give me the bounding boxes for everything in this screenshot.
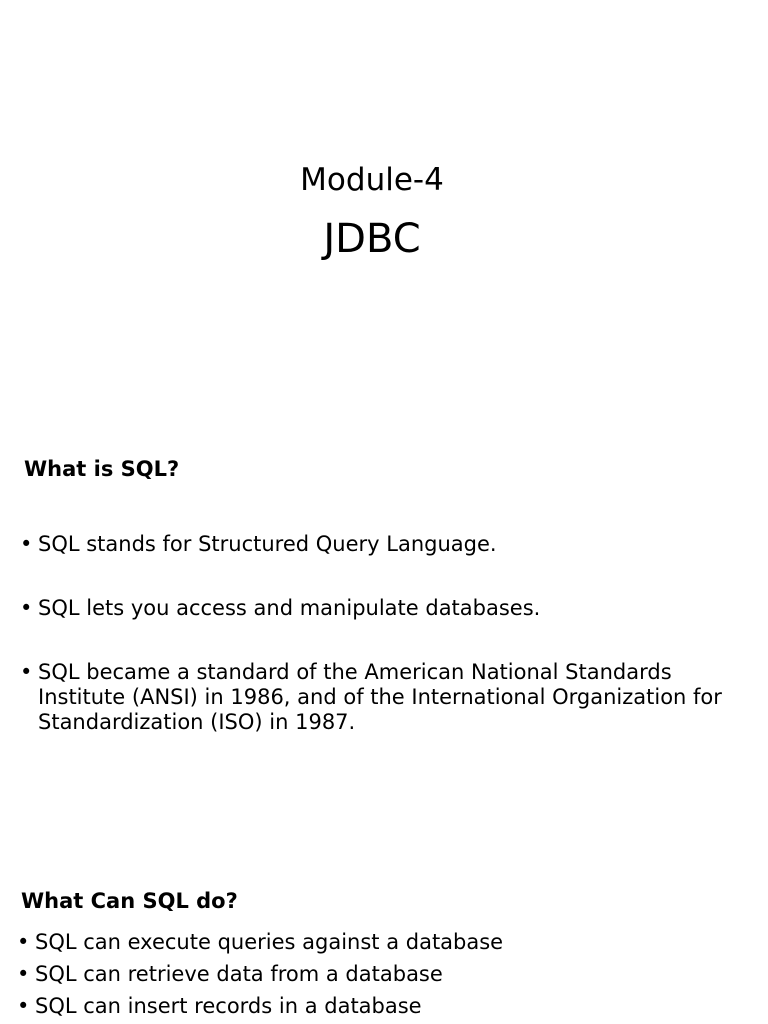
bullet-text: SQL can retrieve data from a database xyxy=(35,962,443,986)
list-item xyxy=(20,532,738,557)
slide-heading: What is SQL? xyxy=(24,457,180,481)
bullet-list xyxy=(20,532,738,774)
list-item xyxy=(20,596,738,621)
list-item xyxy=(20,660,738,735)
bullet-text: SQL can execute queries against a database xyxy=(35,930,504,954)
list-item xyxy=(17,926,735,958)
bullet-text: SQL stands for Structured Query Language. xyxy=(38,532,497,556)
module-label: Module-4 xyxy=(300,162,444,198)
bullet-icon: • xyxy=(17,994,30,1018)
bullet-text: SQL can insert records in a database xyxy=(35,994,422,1018)
bullet-icon: • xyxy=(17,962,30,986)
list-item xyxy=(17,990,735,1022)
bullet-list xyxy=(17,926,735,1022)
bullet-icon: • xyxy=(20,596,33,620)
presentation-title: JDBC xyxy=(323,216,421,262)
bullet-text: SQL lets you access and manipulate databases. xyxy=(38,596,541,620)
bullet-icon: • xyxy=(17,930,30,954)
title-slide xyxy=(0,0,768,420)
bullet-icon: • xyxy=(20,660,33,684)
bullet-icon: • xyxy=(20,532,33,556)
bullet-text: SQL became a standard of the American National Standards Institute (ANSI) in 1986, and of the International Organization for Standardization (ISO) in 1987. xyxy=(38,660,722,734)
slide-heading: What Can SQL do? xyxy=(21,889,238,913)
list-item xyxy=(17,958,735,990)
